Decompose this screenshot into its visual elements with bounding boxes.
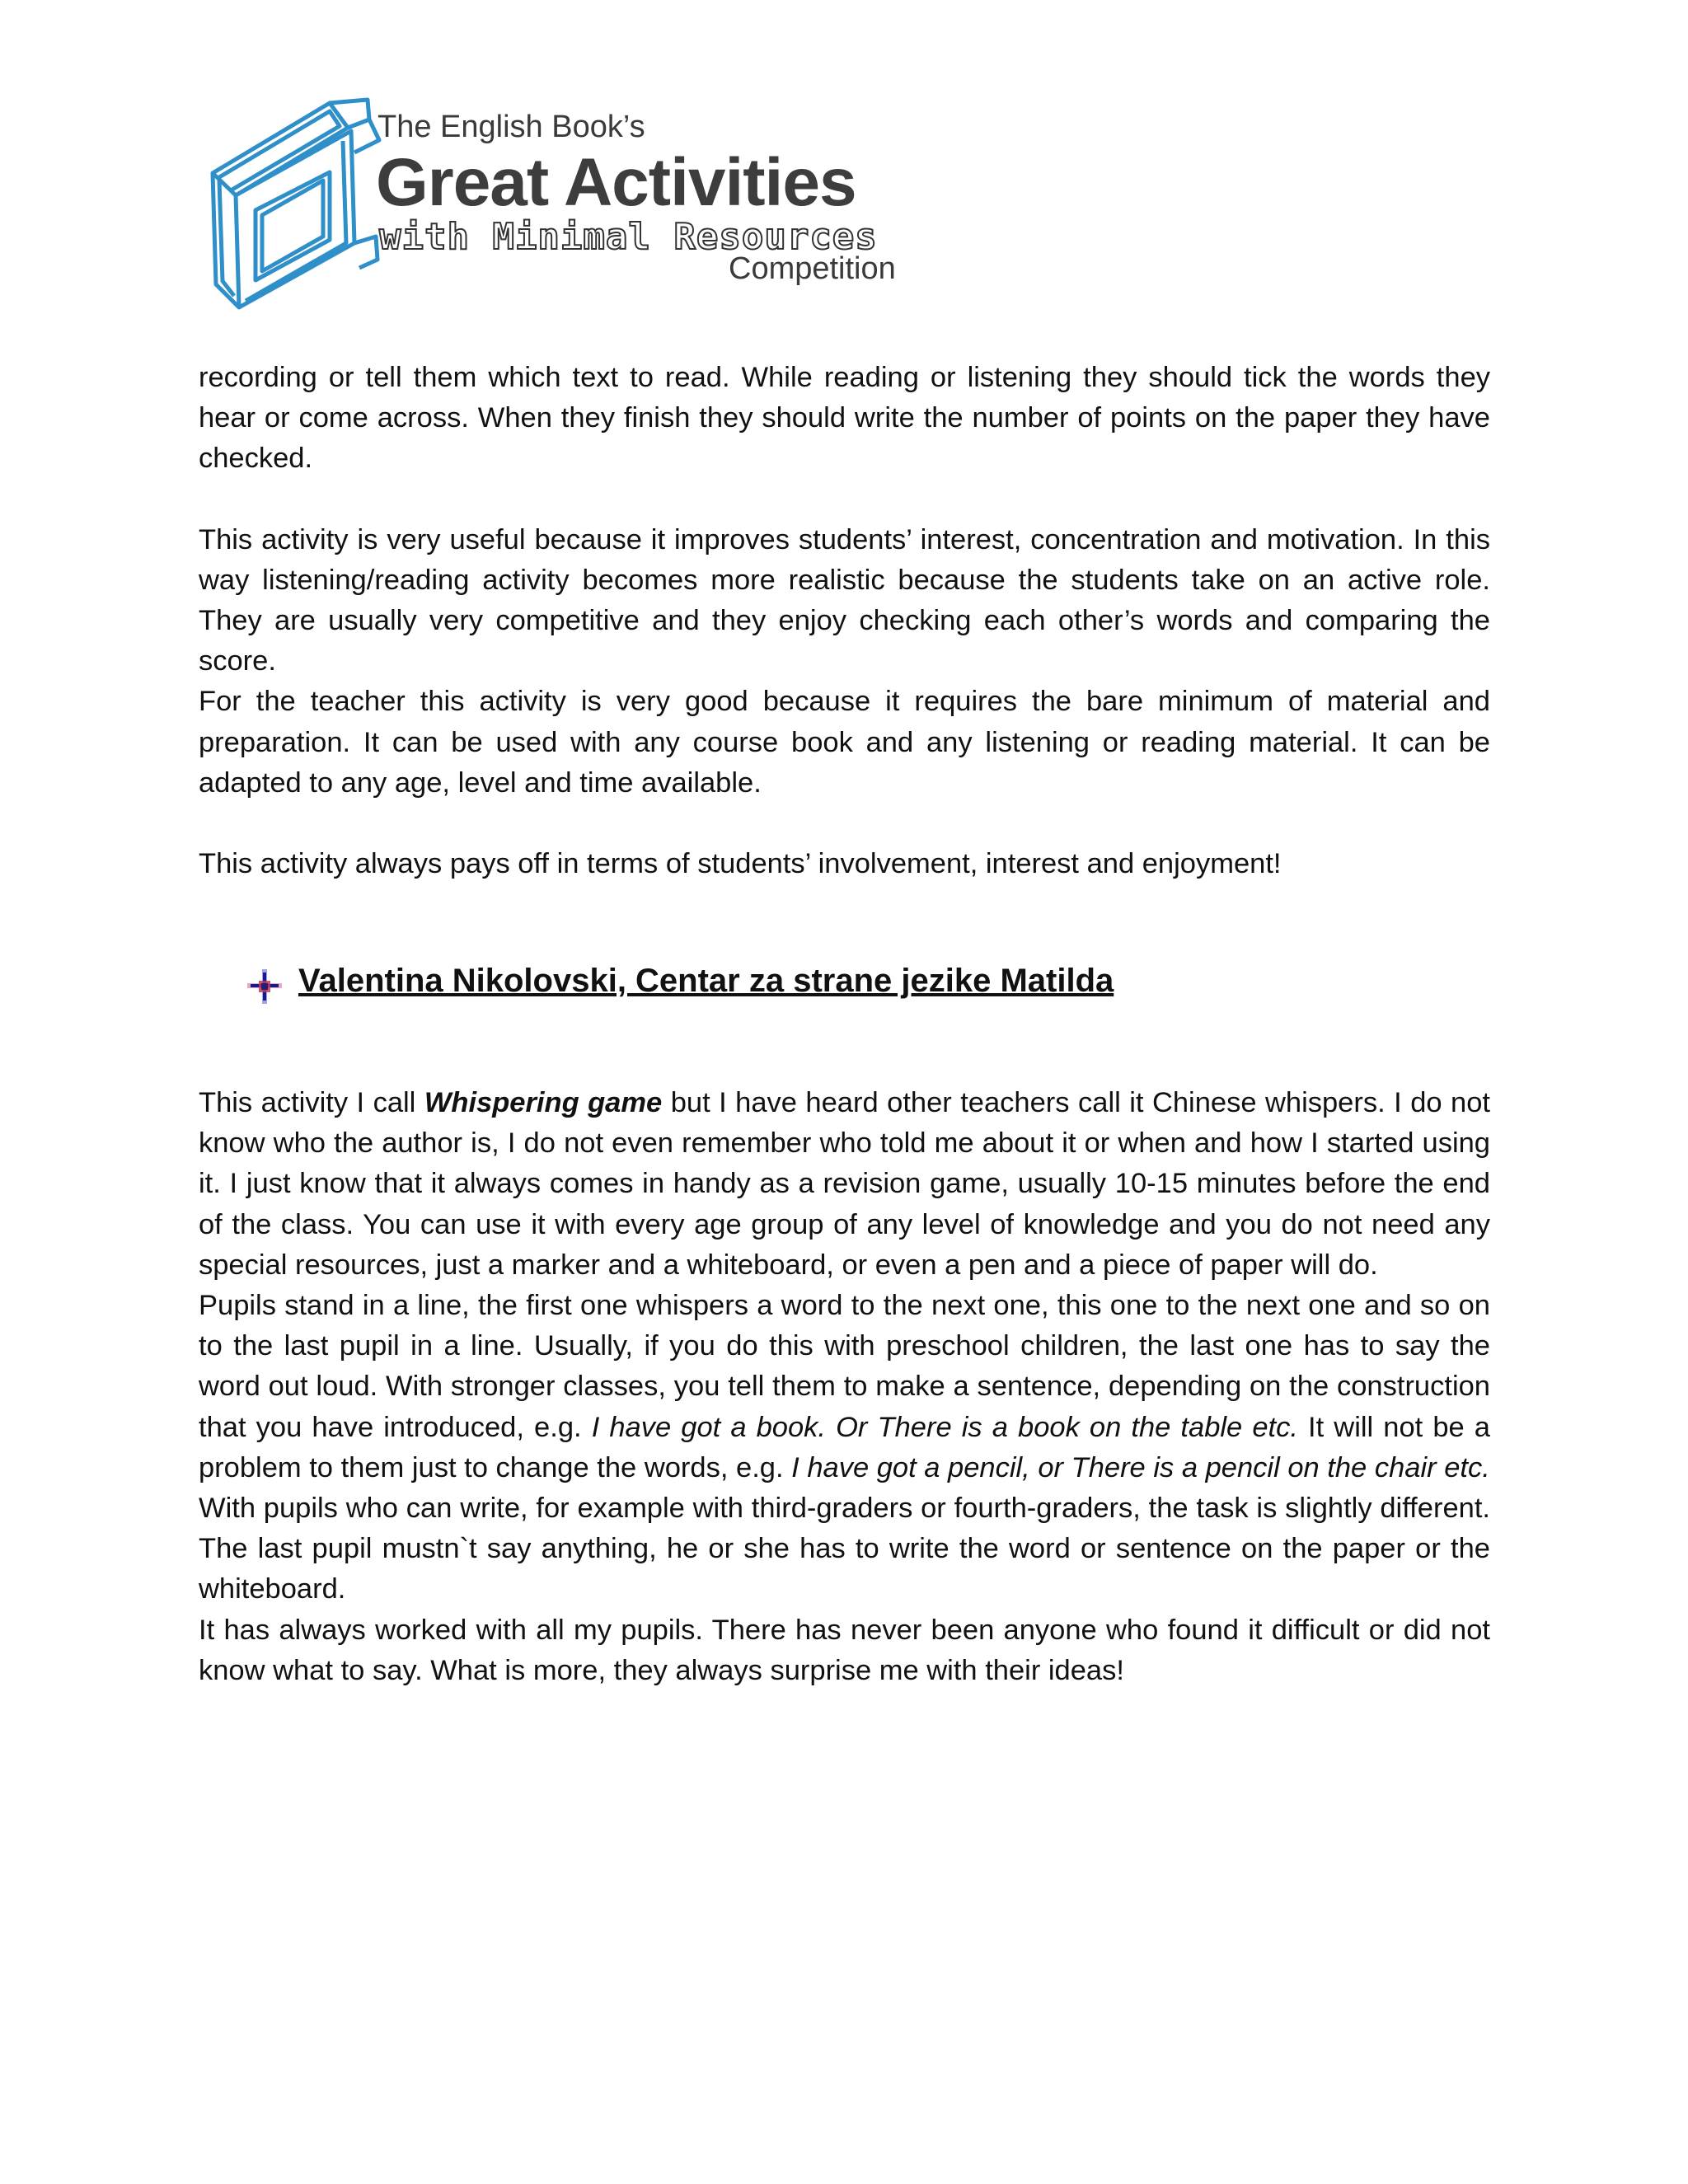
paragraph	[199, 1286, 1490, 1488]
logo-subtitle: The English Book’s	[377, 110, 645, 144]
author-heading	[247, 963, 1319, 1012]
paragraph: This activity always pays off in terms of students’ involvement, interest and enjoyment!	[199, 848, 1282, 880]
text-run: It will not be a problem to them just to change the words, e.g.	[199, 1411, 1490, 1483]
logo-title: Great Activities	[376, 145, 856, 220]
competition-logo	[206, 95, 915, 321]
text-run: Pupils stand in a line, the first one whispers a word to the next one, this one to the next one and so on to the last pupil in a line. Usually, if you do this with preschool children, the last one has to say the word out loud. With stronger classes, you tell them to make a sentence, depending on the construction that you have introduced, e.g.	[199, 1290, 1490, 1443]
paragraph	[199, 1083, 1490, 1286]
example-text: I have got a pencil, or There is a pencil on the chair etc.	[791, 1451, 1490, 1483]
logo-tagline: with Minimal Resources	[379, 216, 878, 258]
author-heading-text: Valentina Nikolovski, Centar za strane jezike Matilda	[298, 963, 1114, 999]
example-text: I have got a book. Or There is a book on the table etc.	[591, 1411, 1298, 1443]
bullet-icon	[247, 969, 282, 1004]
text-run: This activity I call	[199, 1087, 424, 1118]
section-1-body	[199, 358, 1490, 884]
paragraph: With pupils who can write, for example with third-graders or fourth-graders, the task is slightly different. The last pupil mustn`t say anything, he or she has to write the word or sentence on the paper or the whiteboard.	[199, 1493, 1490, 1605]
text-run: but I have heard other teachers call it Chinese whispers. I do not know who the author is, I do not even remember who told me about it or when and how I started using it. I just know that it always comes in handy as a revision game, usually 10-15 minutes before the end of the class. You can use it with every age group of any level of knowledge and you do not need any special resources, just a marker and a whiteboard, or even a pen and a piece of paper will do.	[199, 1087, 1490, 1281]
paragraph: For the teacher this activity is very good because it requires the bare minimum of material and preparation. It can be used with any course book and any listening or reading material. It can be adapted to any age, level and time available.	[199, 686, 1490, 799]
paragraph: This activity is very useful because it improves students’ interest, concentration and motivation. In this way listening/reading activity becomes more realistic because the students take on an active role. They are usually very competitive and they enjoy checking each other’s words and comparing the score.	[199, 523, 1490, 677]
logo-caption: Competition	[729, 251, 896, 286]
paragraph: recording or tell them which text to read. While reading or listening they should tick the words they hear or come across. When they finish they should write the number of points on the paper they have checked.	[199, 362, 1490, 475]
section-2-body	[199, 1083, 1490, 1691]
book-logo-icon	[206, 95, 383, 321]
activity-name: Whispering game	[424, 1087, 663, 1118]
paragraph: It has always worked with all my pupils. There has never been anyone who found it difficult or did not know what to say. What is more, they always surprise me with their ideas!	[199, 1614, 1490, 1686]
